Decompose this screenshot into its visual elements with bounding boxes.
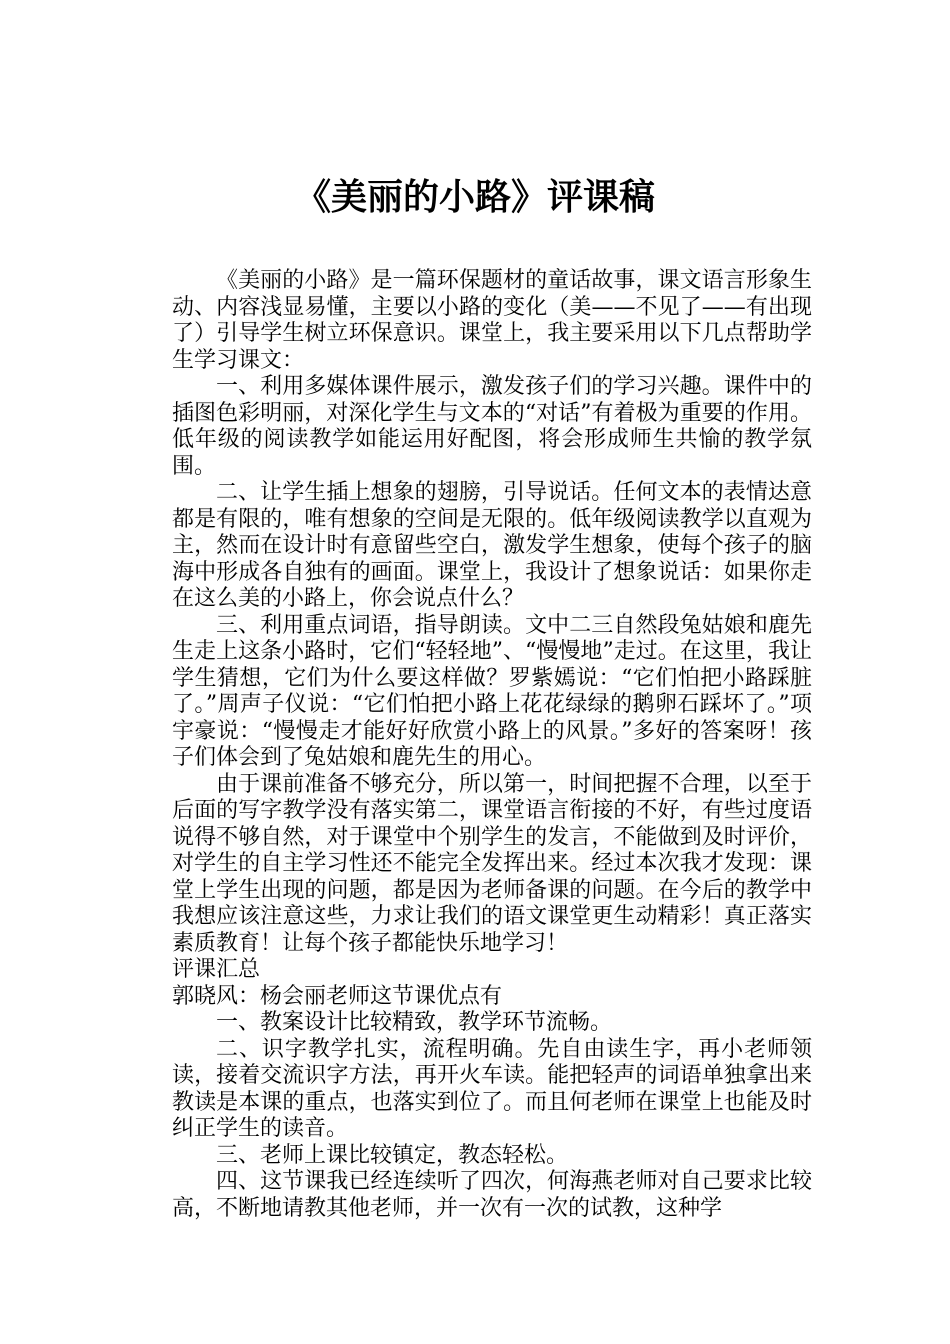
review-point-4: 四、这节课我已经连续听了四次，何海燕老师对自己要求比较高，不断地请教其他老师，并一次有一次的试教，这种学 (172, 1169, 812, 1221)
review-point-2: 二、识字教学扎实，流程明确。先自由读生字，再小老师领读，接着交流识字方法，再开火车读。能把轻声的词语单独拿出来教读是本课的重点，也落实到位了。而且何老师在课堂上也能及时纠正学生的读音。 (172, 1036, 812, 1141)
paragraph-point-3: 三、利用重点词语，指导朗读。文中二三自然段兔姑娘和鹿先生走上这条小路时，它们“轻轻地”、“慢慢地”走过。在这里，我让学生猜想，它们为什么要这样做？罗紫嫣说：“它们怕把小路踩脏了。”周声子仪说：“它们怕把小路上花花绿绿的鹅卵石踩坏了。”项宇豪说：“慢慢走才能好好欣赏小路上的风景。”多好的答案呀！孩子们体会到了兔姑娘和鹿先生的用心。 (172, 612, 812, 770)
document-body (172, 268, 812, 1222)
paragraph-point-2: 二、让学生插上想象的翅膀，引导说话。任何文本的表情达意都是有限的，唯有想象的空间是无限的。低年级阅读教学以直观为主，然而在设计时有意留些空白，激发学生想象，使每个孩子的脑海中形成各自独有的画面。课堂上，我设计了想象说话：如果你走在这么美的小路上，你会说点什么？ (172, 480, 812, 611)
document-title: 《美丽的小路》评课稿 (294, 177, 655, 218)
review-point-3: 三、老师上课比较镇定，教态轻松。 (216, 1142, 569, 1168)
review-point-1: 一、教案设计比较精致，教学环节流畅。 (216, 1010, 613, 1035)
section-heading-summary: 评课汇总 (172, 957, 261, 982)
paragraph-reflection: 由于课前准备不够充分，所以第一，时间把握不合理，以至于后面的写字教学没有落实第二，课堂语言衔接的不好，有些过度语说得不够自然，对于课堂中个别学生的发言，不能做到及时评价，对学生的自主学习性还不能完全发挥出来。经过本次我才发现：课堂上学生出现的问题，都是因为老师备课的问题。在今后的教学中我想应该注意这些，力求让我们的语文课堂更生动精彩！真正落实素质教育！让每个孩子都能快乐地学习！ (172, 771, 812, 956)
paragraph-point-1: 一、利用多媒体课件展示，激发孩子们的学习兴趣。课件中的插图色彩明丽，对深化学生与文本的“对话”有着极为重要的作用。低年级的阅读教学如能运用好配图，将会形成师生共愉的教学氛围。 (172, 374, 812, 479)
paragraph-intro: 《美丽的小路》是一篇环保题材的童话故事，课文语言形象生动、内容浅显易懂，主要以小路的变化（美——不见了——有出现了）引导学生树立环保意识。课堂上，我主要采用以下几点帮助学生学习课文： (172, 268, 812, 373)
reviewer-line: 郭晓风：杨会丽老师这节课优点有 (172, 983, 503, 1009)
